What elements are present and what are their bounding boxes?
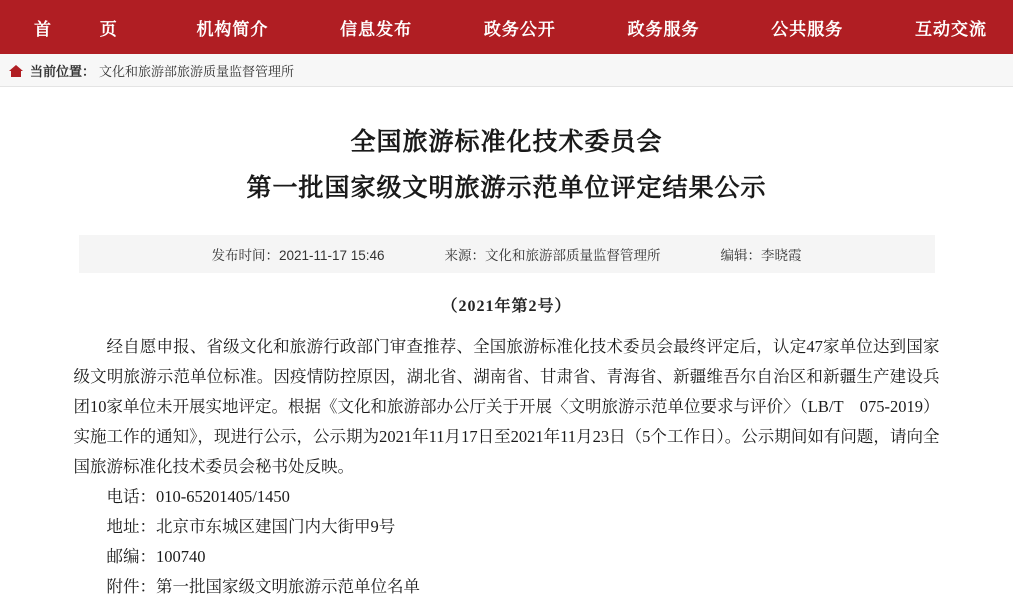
breadcrumb-current[interactable]: 文化和旅游部旅游质量监督管理所 — [99, 63, 295, 79]
contact-phone: 电话：010-65201405/1450 — [106, 487, 290, 506]
nav-item-government-services[interactable]: 政务服务 — [627, 19, 700, 39]
article-content — [0, 123, 1013, 602]
nav-item-government-affairs-open[interactable]: 政务公开 — [483, 19, 556, 39]
main-navigation — [0, 0, 1013, 54]
nav-item-home[interactable]: 首 页 — [34, 19, 139, 39]
nav-item-public-services[interactable]: 公共服务 — [771, 19, 844, 39]
attachment-line[interactable]: 附件：第一批国家级文明旅游示范单位名单 — [106, 577, 420, 596]
article-meta-bar — [79, 235, 935, 273]
home-icon — [8, 63, 24, 79]
publish-time: 发布时间：2021-11-17 15:46 — [211, 248, 385, 263]
breadcrumb — [0, 54, 1013, 87]
document-number: （2021年第2号） — [441, 298, 572, 315]
contact-zip: 邮编：100740 — [106, 547, 206, 566]
article-title-line2: 第一批国家级文明旅游示范单位评定结果公示 — [246, 175, 767, 202]
article-title-line1: 全国旅游标准化技术委员会 — [350, 129, 663, 156]
article-body — [74, 332, 940, 602]
nav-item-info-release[interactable]: 信息发布 — [340, 19, 413, 39]
page-title — [56, 123, 957, 209]
article-paragraph-1: 经自愿申报、省级文化和旅游行政部门审查推荐、全国旅游标准化技术委员会最终评定后，认定47家单位达到国家级文明旅游示范单位标准。因疫情防控原因，湖北省、湖南省、甘肃省、青海省、新疆维吾尔自治区和新疆生产建设兵团10家单位未开展实地评定。根据《文化和旅游部办公厅关于开展〈文明旅游示范单位要求与评价〉（LB/T 075-2019）实施工作的通知》，现进行公示，公示期为2021年11月17日至2021年11月23日（5个工作日）。公示期间如有问题，请向全国旅游标准化技术委员会秘书处反映。 — [73, 337, 940, 476]
nav-item-about[interactable]: 机构简介 — [196, 19, 269, 39]
nav-item-interaction[interactable]: 互动交流 — [914, 19, 987, 39]
editor: 编辑：李晓霞 — [720, 248, 802, 263]
breadcrumb-label: 当前位置： — [30, 63, 96, 79]
source: 来源：文化和旅游部质量监督管理所 — [444, 248, 661, 263]
contact-address: 地址：北京市东城区建国门内大街甲9号 — [106, 517, 396, 536]
